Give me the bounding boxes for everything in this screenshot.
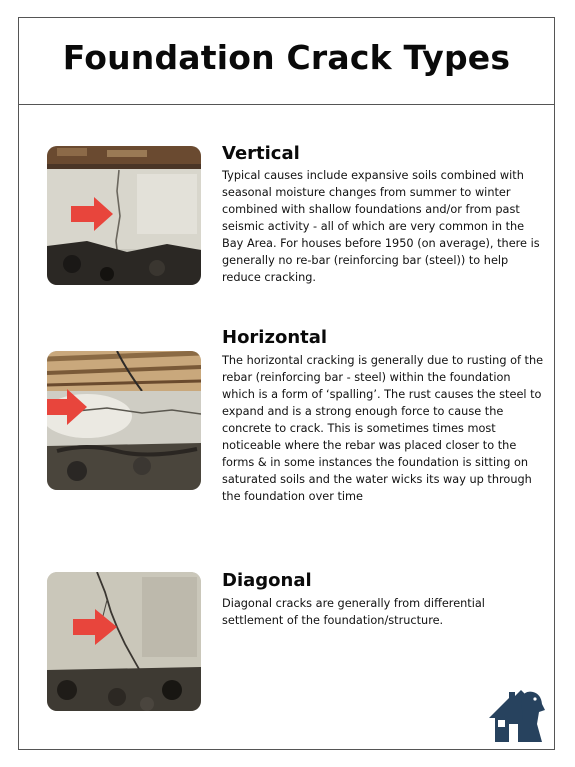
horizontal-crack-photo [47,351,201,490]
header-divider [18,104,555,105]
section-body-diagonal: Diagonal cracks are generally from differential settlement of the foundation/structure. [222,597,485,627]
section-heading-vertical: Vertical [222,143,300,164]
bear-house-logo-icon [487,684,547,744]
section-heading-horizontal: Horizontal [222,327,328,348]
diagonal-crack-photo [47,572,201,711]
section-body-horizontal: The horizontal cracking is generally due to rusting of the rebar (reinforcing bar - steel) within the foundation which is a form of ‘spalling’. The rust causes the steel to expand and is a strong enough force to cause the concrete to crack. This is sometimes times most noticeable where the rebar was placed closer to the forms & in some instances the foundation is sitting on saturated soils and the water wicks its way up through the foundation over time [222,354,544,503]
section-body-vertical: Typical causes include expansive soils combined with seasonal moisture changes from summer to winter combined with shallow foundations and/or from past seismic activity - all of which are very common in the Bay Area. For houses before 1950 (on average), there is generally no re-bar (reinforcing bar (steel)) to help reduce cracking. [222,169,540,284]
page-title: Foundation Crack Types [62,38,511,77]
vertical-crack-photo [47,146,201,285]
section-heading-diagonal: Diagonal [222,570,312,591]
